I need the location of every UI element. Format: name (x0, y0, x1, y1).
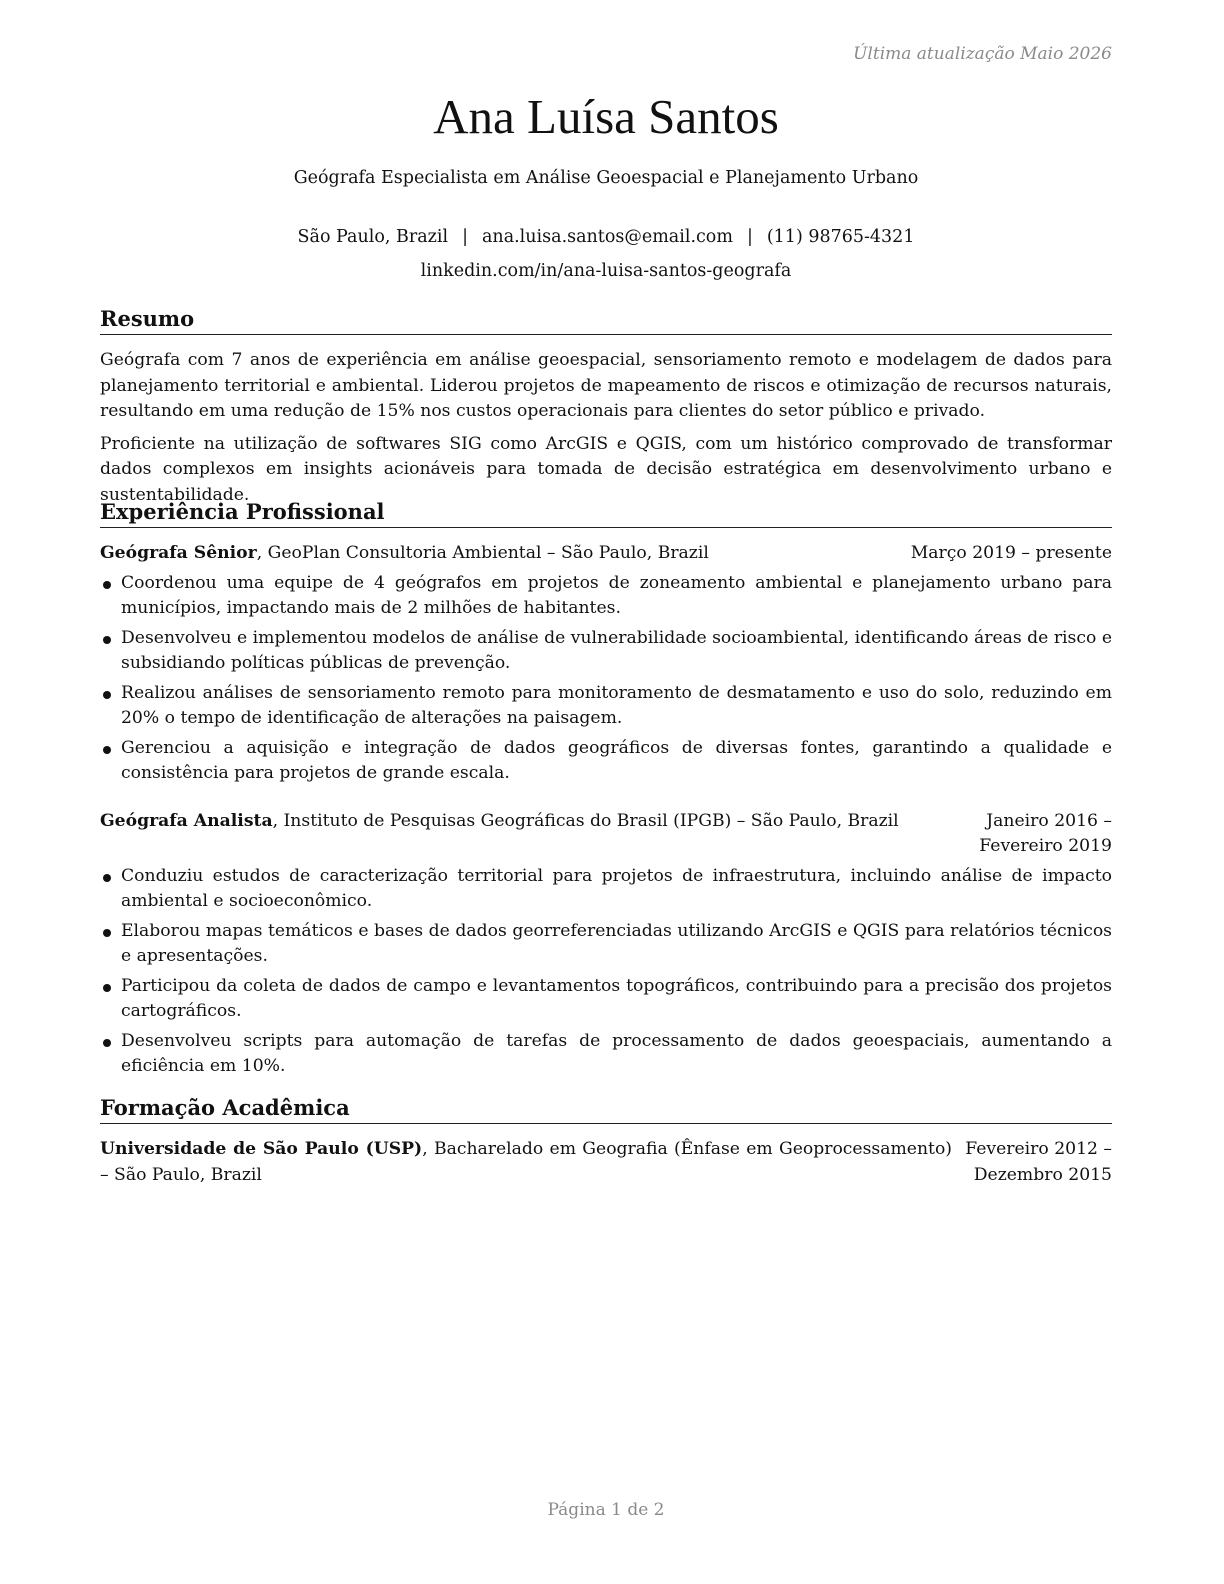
candidate-name: Ana Luísa Santos (433, 89, 779, 144)
email-link[interactable]: ana.luisa.santos@email.com (481, 227, 733, 247)
degree: , Bacharelado em Geografia (Ênfase em Geoprocessamento) – São Paulo, Brazil (100, 1139, 952, 1185)
bullet-icon (103, 929, 111, 937)
list-item: Elaborou mapas temáticos e bases de dados georreferenciadas utilizando ArcGIS e QGIS para relatórios técnicos e apresentações. (100, 919, 1112, 970)
resume-page (100, 0, 1112, 1584)
list-item: Gerenciou a aquisição e integração de dados geográficos de diversas fontes, garantindo a qualidade e consistência para projetos de grande escala. (100, 736, 1112, 787)
summary-section (100, 305, 1112, 508)
bullet-icon (103, 691, 111, 699)
contact-info (100, 220, 1112, 288)
education-section (100, 1094, 1112, 1188)
job-entry (100, 809, 1112, 1080)
contact-line (100, 220, 1112, 254)
job-org: , GeoPlan Consultoria Ambiental – São Paulo, Brazil (256, 543, 709, 563)
list-item: Realizou análises de sensoriamento remoto para monitoramento de desmatamento e uso do solo, reduzindo em 20% o tempo de identificação de alterações na paisagem. (100, 681, 1112, 732)
job-header (100, 809, 1112, 860)
bullet-icon (103, 984, 111, 992)
job-bullets (100, 571, 1112, 787)
education-dates: Fevereiro 2012 – Dezembro 2015 (965, 1139, 1112, 1185)
list-item: Conduziu estudos de caracterização territorial para projetos de infraestrutura, incluindo análise de impacto ambiental e socioeconômico. (100, 864, 1112, 915)
bullet-icon (103, 636, 111, 644)
list-item: Desenvolveu scripts para automação de tarefas de processamento de dados geoespaciais, aumentando a eficiência em 10%. (100, 1029, 1112, 1080)
list-item: Desenvolveu e implementou modelos de análise de vulnerabilidade socioambiental, identificando áreas de risco e subsidiando políticas públicas de prevenção. (100, 626, 1112, 677)
section-title: Experiência Profissional (100, 498, 1112, 528)
experience-section (100, 498, 1112, 1080)
job-role: Geógrafa Analista (100, 810, 273, 831)
bullet-icon (103, 1039, 111, 1047)
job-bullets (100, 864, 1112, 1080)
job-header (100, 541, 1112, 567)
education-entry (100, 1137, 1112, 1188)
job-org: , Instituto de Pesquisas Geográficas do Brasil (IPGB) – São Paulo, Brazil (272, 810, 899, 831)
list-item: Coordenou uma equipe de 4 geógrafos em projetos de zoneamento ambiental e planejamento urbano para municípios, impactando mais de 2 milhões de habitantes. (100, 571, 1112, 622)
job-dates: Março 2019 – presente (910, 543, 1112, 563)
job-role: Geógrafa Sênior (100, 543, 257, 563)
separator: | (746, 227, 753, 247)
section-title: Formação Acadêmica (100, 1094, 1112, 1124)
bullet-icon (103, 581, 111, 589)
linkedin-link[interactable]: linkedin.com/in/ana-luisa-santos-geografa (420, 261, 792, 281)
job-dates: Janeiro 2016 – Fevereiro 2019 (979, 810, 1112, 856)
school-name: Universidade de São Paulo (USP) (100, 1139, 423, 1159)
bullet-icon (103, 746, 111, 754)
summary-paragraph: Geógrafa com 7 anos de experiência em análise geoespacial, sensoriamento remoto e modelagem de dados para planejamento territorial e ambiental. Liderou projetos de mapeamento de riscos e otimização de recursos naturais, resultando em uma redução de 15% nos custos operacionais para clientes do setor público e privado. (100, 350, 1112, 421)
last-updated: Última atualização Maio 2026 (853, 44, 1112, 64)
list-item: Participou da coleta de dados de campo e levantamentos topográficos, contribuindo para a precisão dos projetos cartográficos. (100, 974, 1112, 1025)
job-entry (100, 541, 1112, 787)
phone: (11) 98765-4321 (766, 227, 915, 247)
section-title: Resumo (100, 305, 1112, 335)
location: São Paulo, Brazil (297, 227, 449, 247)
headline: Geógrafa Especialista em Análise Geoespacial e Planejamento Urbano (293, 168, 919, 188)
separator: | (462, 227, 468, 247)
page-number: Página 1 de 2 (547, 1500, 665, 1520)
summary-paragraph: Proficiente na utilização de softwares SIG como ArcGIS e QGIS, com um histórico comprovado de transformar dados complexos em insights acionáveis para tomada de decisão estratégica em desenvolvimento urbano e sustentabilidade. (100, 433, 1112, 505)
bullet-icon (103, 874, 111, 882)
